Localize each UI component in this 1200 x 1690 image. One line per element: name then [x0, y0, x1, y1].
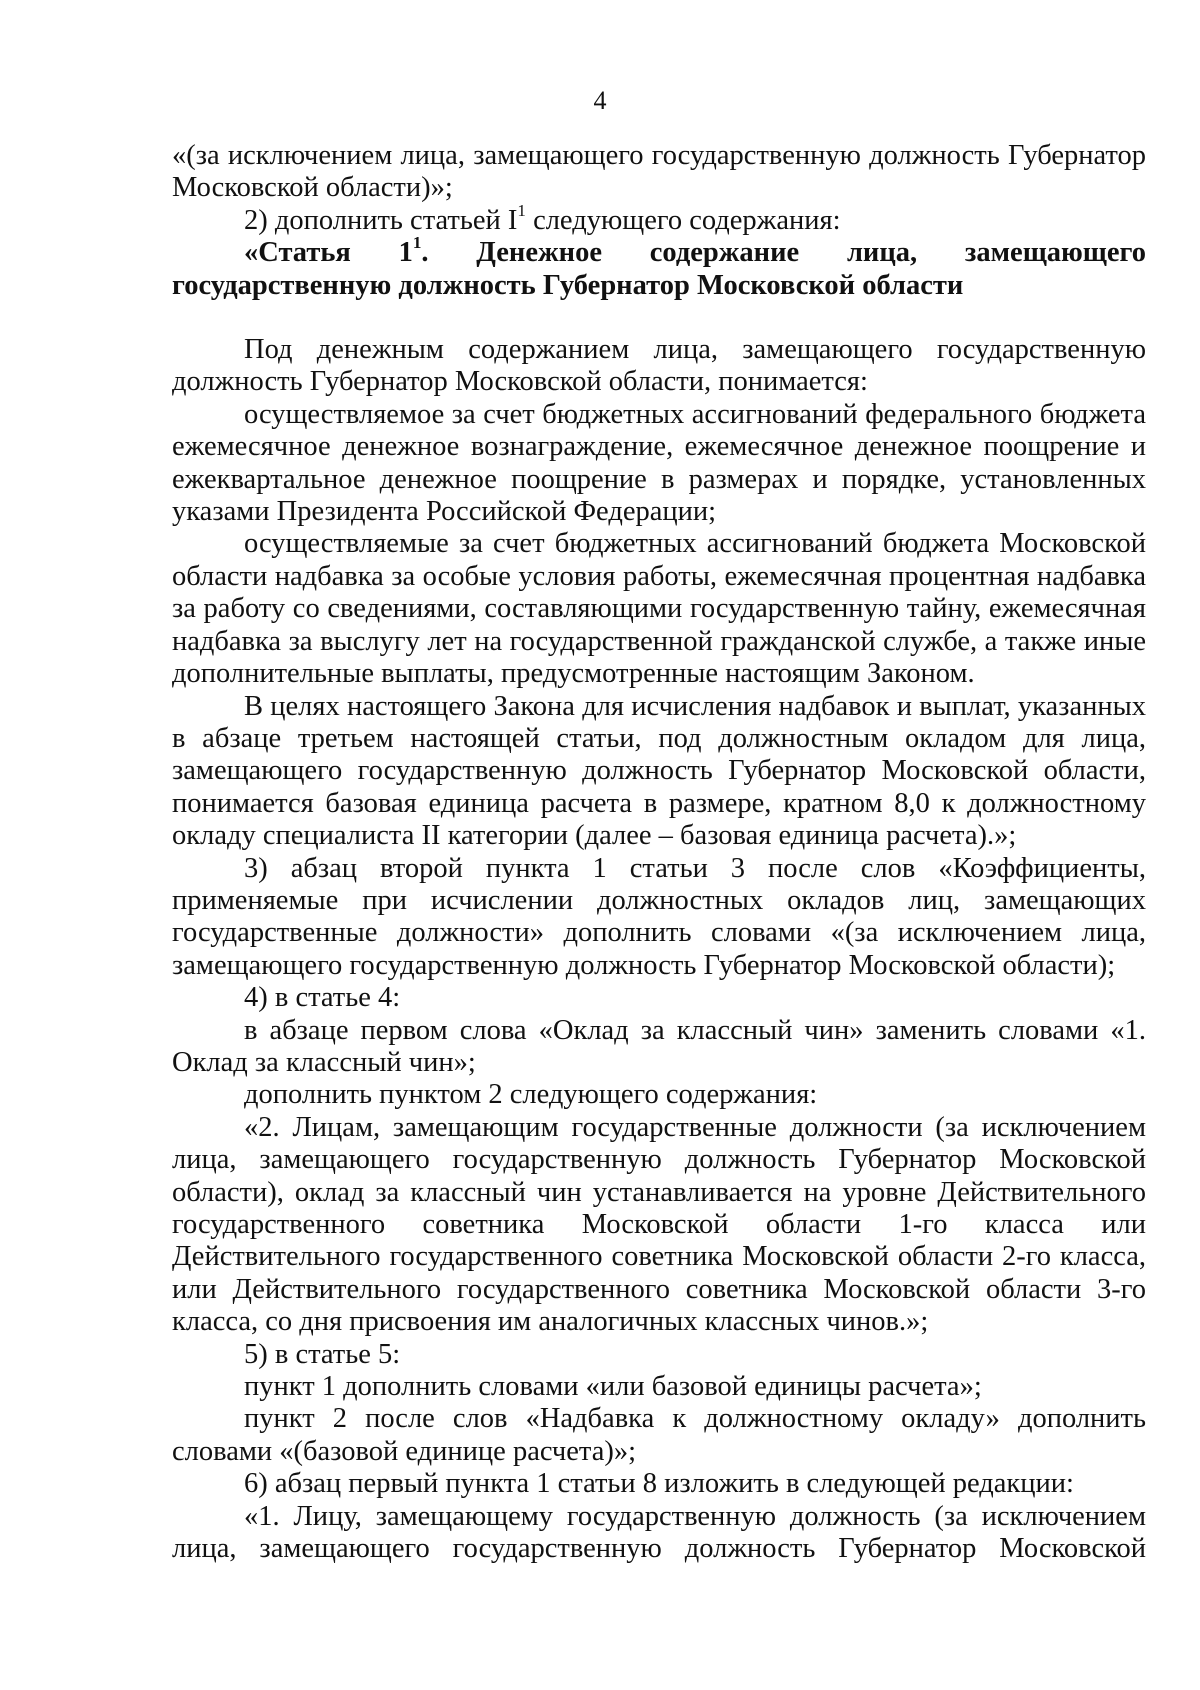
paragraph-item-5-point-2: пункт 2 после слов «Надбавка к должностному окладу» дополнить словами «(базовой единице расчета)»;: [172, 1403, 1146, 1467]
item-2-text-end: следующего содержания:: [525, 204, 841, 236]
paragraph-federal-budget: осуществляемое за счет бюджетных ассигнований федерального бюджета ежемесячное денежное вознаграждение, ежемесячное денежное поощрение и ежеквартальное денежное поощрение в размерах и порядке, установленных указами Президента Российской Федерации;: [172, 398, 1146, 528]
paragraph-regional-budget: осуществляемые за счет бюджетных ассигнований бюджета Московской области надбавка за особые условия работы, ежемесячная процентная надбавка за работу со сведениями, составляющими государственную тайну, ежемесячная надбавка за выслугу лет на государственной гражданской службе, а также иные дополнительные выплаты, предусмотренные настоящим Законом.: [172, 528, 1146, 690]
paragraph-item-6: 6) абзац первый пункта 1 статьи 8 изложить в следующей редакции:: [244, 1468, 1074, 1500]
article-heading-superscript: 1: [412, 233, 422, 253]
item-2-superscript: 1: [517, 201, 526, 220]
paragraph-base-unit: В целях настоящего Закона для исчисления надбавок и выплат, указанных в абзаце третьем настоящей статьи, под должностным окладом для лица, замещающего государственную должность Губернатор Московской области, понимается базовая единица расчета в размере, кратном 8,0 к должностному окладу специалиста II категории (далее – базовая единица расчета).»;: [172, 690, 1146, 852]
article-heading-title: . Денежное содержание лица, замещающего государственную должность Губернатор Московской области: [172, 237, 1146, 301]
document-body: [172, 140, 1146, 1565]
paragraph-quote-exclusion: «(за исключением лица, замещающего государственную должность Губернатор Московской области)»;: [172, 140, 1146, 204]
paragraph-item-5: 5) в статье 5:: [244, 1338, 401, 1370]
heading-spacer: [172, 302, 1146, 334]
paragraph-item-5-point-1: пункт 1 дополнить словами «или базовой единицы расчета»;: [244, 1371, 982, 1403]
paragraph-item-4-point-2: «2. Лицам, замещающим государственные должности (за исключением лица, замещающего государственную должность Губернатор Московской области), оклад за классный чин устанавливается на уровне Действительного государственного советника Московской области 1-го класса или Действительного государственного советника Московской области 2-го класса, или Действительного государственного советника Московской области 3-го класса, со дня присвоения им аналогичных классных чинов.»;: [172, 1111, 1146, 1338]
paragraph-item-2: [172, 201, 1146, 237]
item-2-text: 2) дополнить статьей I: [244, 204, 518, 236]
paragraph-item-3: 3) абзац второй пункта 1 статьи 3 после слов «Коэффициенты, применяемые при исчислении должностных окладов лиц, замещающих государственные должности» дополнить словами «(за исключением лица, замещающего государственную должность Губернатор Московской области);: [172, 852, 1146, 981]
paragraph-item-4-first: в абзаце первом слова «Оклад за классный чин» заменить словами «1. Оклад за классный чин»;: [172, 1014, 1146, 1078]
paragraph-item-6-quote: «1. Лицу, замещающему государственную должность (за исключением лица, замещающего государственную должность Губернатор Московской: [172, 1500, 1146, 1565]
paragraph-item-4-add: дополнить пунктом 2 следующего содержания:: [244, 1079, 818, 1111]
paragraph-definition: Под денежным содержанием лица, замещающего государственную должность Губернатор Московской области, понимается:: [172, 334, 1146, 398]
article-heading: [172, 233, 1146, 302]
article-heading-start: «Статья 1: [244, 237, 413, 269]
paragraph-item-4: 4) в статье 4:: [244, 982, 401, 1014]
page-number: 4: [593, 86, 607, 115]
